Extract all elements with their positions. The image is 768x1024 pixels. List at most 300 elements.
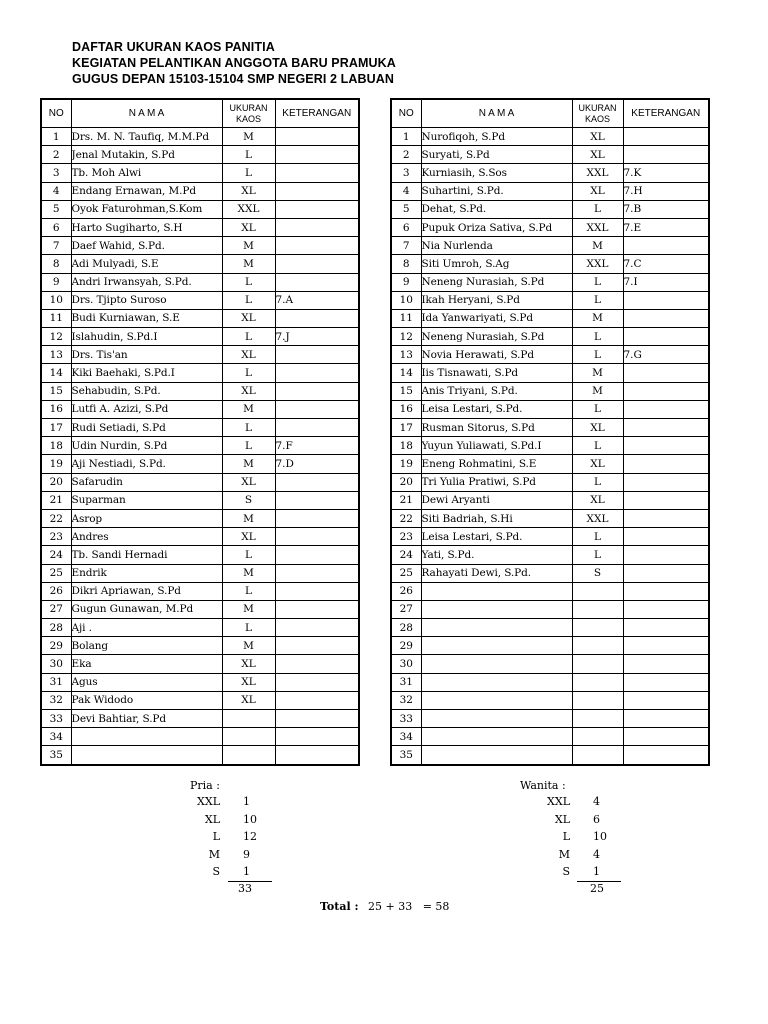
row-name: Safarudin: [71, 473, 222, 491]
table-row: [41, 128, 359, 146]
row-name: Bolang: [71, 637, 222, 655]
row-note: [623, 582, 709, 600]
row-number: 22: [391, 509, 421, 527]
title-line-2: KEGIATAN PELANTIKAN ANGGOTA BARU PRAMUKA: [72, 56, 396, 70]
row-name: Anis Triyani, S.Pd.: [421, 382, 572, 400]
table-row: [391, 491, 709, 509]
row-number: 5: [391, 200, 421, 218]
table-row: [391, 691, 709, 709]
row-size: XXL: [572, 255, 623, 273]
summary-size: XXL: [197, 795, 220, 808]
row-note: [275, 364, 359, 382]
row-size: L: [222, 291, 275, 309]
row-name: Andri Irwansyah, S.Pd.: [71, 273, 222, 291]
row-note: [275, 546, 359, 564]
row-note: [275, 346, 359, 364]
row-name: Pupuk Oriza Sativa, S.Pd: [421, 218, 572, 236]
row-number: 10: [41, 291, 71, 309]
row-size: M: [222, 564, 275, 582]
table-row: [391, 182, 709, 200]
wanita-total: 25: [590, 882, 604, 895]
row-note: [623, 619, 709, 637]
row-note: [275, 728, 359, 746]
row-note: [623, 600, 709, 618]
table-row: [41, 582, 359, 600]
table-row: [41, 146, 359, 164]
row-number: 16: [391, 400, 421, 418]
row-size: [572, 637, 623, 655]
row-name: Suhartini, S.Pd.: [421, 182, 572, 200]
row-name: Neneng Nurasiah, S.Pd: [421, 328, 572, 346]
summary-size: L: [562, 830, 570, 843]
row-number: 3: [391, 164, 421, 182]
table-row: [41, 710, 359, 728]
row-size: [572, 655, 623, 673]
row-name: Neneng Nurasiah, S.Pd: [421, 273, 572, 291]
row-number: 25: [391, 564, 421, 582]
table-row: [391, 273, 709, 291]
row-note: 7.G: [623, 346, 709, 364]
table-row: [391, 328, 709, 346]
row-note: [623, 128, 709, 146]
row-note: [275, 710, 359, 728]
row-number: 20: [391, 473, 421, 491]
row-name: Andres: [71, 528, 222, 546]
row-note: [623, 291, 709, 309]
header-ukuran: UKURAN KAOS: [572, 99, 623, 128]
row-number: 8: [41, 255, 71, 273]
grand-total-value: 25 + 33 = 58: [368, 900, 450, 913]
row-size: XXL: [572, 164, 623, 182]
row-number: 14: [391, 364, 421, 382]
row-number: 24: [391, 546, 421, 564]
row-size: L: [572, 200, 623, 218]
row-note: [623, 455, 709, 473]
row-name: Rahayati Dewi, S.Pd.: [421, 564, 572, 582]
table-row: [391, 346, 709, 364]
table-row: [391, 564, 709, 582]
row-size: XL: [222, 691, 275, 709]
summary-size: L: [212, 830, 220, 843]
row-name: Pak Widodo: [71, 691, 222, 709]
row-size: M: [222, 128, 275, 146]
row-number: 32: [391, 691, 421, 709]
table-row: [391, 309, 709, 327]
row-size: L: [572, 528, 623, 546]
table-row: [41, 291, 359, 309]
row-name: Endang Ernawan, M.Pd: [71, 182, 222, 200]
row-number: 28: [391, 619, 421, 637]
table-row: [41, 309, 359, 327]
table-row: [41, 564, 359, 582]
table-row: [41, 673, 359, 691]
row-size: XL: [572, 182, 623, 200]
row-number: 7: [391, 237, 421, 255]
table-row: [391, 291, 709, 309]
row-number: 18: [391, 437, 421, 455]
row-name: Leisa Lestari, S.Pd.: [421, 400, 572, 418]
row-name: Kurniasih, S.Sos: [421, 164, 572, 182]
row-note: [623, 528, 709, 546]
row-name: Iis Tisnawati, S.Pd: [421, 364, 572, 382]
table-row: [391, 400, 709, 418]
row-number: 9: [41, 273, 71, 291]
row-note: [275, 673, 359, 691]
table-row: [391, 164, 709, 182]
row-note: [623, 691, 709, 709]
row-note: [275, 218, 359, 236]
row-name: [421, 582, 572, 600]
row-number: 2: [391, 146, 421, 164]
row-name: Kiki Baehaki, S.Pd.I: [71, 364, 222, 382]
row-size: XL: [222, 528, 275, 546]
row-size: L: [222, 273, 275, 291]
row-note: [275, 600, 359, 618]
row-name: Nia Nurlenda: [421, 237, 572, 255]
row-size: M: [572, 237, 623, 255]
row-note: [275, 146, 359, 164]
row-size: XL: [222, 309, 275, 327]
row-name: Drs. M. N. Taufiq, M.M.Pd: [71, 128, 222, 146]
row-size: L: [572, 346, 623, 364]
row-note: [275, 255, 359, 273]
row-name: Yati, S.Pd.: [421, 546, 572, 564]
row-name: [421, 691, 572, 709]
row-number: 3: [41, 164, 71, 182]
row-note: [275, 164, 359, 182]
row-note: [623, 673, 709, 691]
summary-count: 12: [243, 830, 257, 843]
row-size: XL: [222, 473, 275, 491]
header-nama: N A M A: [71, 99, 222, 128]
row-note: 7.A: [275, 291, 359, 309]
table-row: [41, 473, 359, 491]
header-no: NO: [41, 99, 71, 128]
row-number: 29: [391, 637, 421, 655]
row-size: L: [572, 400, 623, 418]
row-note: [275, 564, 359, 582]
row-note: [623, 637, 709, 655]
row-number: 9: [391, 273, 421, 291]
row-number: 15: [41, 382, 71, 400]
row-name: [421, 746, 572, 765]
row-note: [275, 382, 359, 400]
row-note: [623, 473, 709, 491]
row-note: [623, 655, 709, 673]
row-number: 1: [41, 128, 71, 146]
row-number: 19: [391, 455, 421, 473]
row-name: Udin Nurdin, S.Pd: [71, 437, 222, 455]
row-number: 10: [391, 291, 421, 309]
row-name: [71, 728, 222, 746]
row-name: Dikri Apriawan, S.Pd: [71, 582, 222, 600]
row-number: 34: [391, 728, 421, 746]
row-name: Rusman Sitorus, S.Pd: [421, 419, 572, 437]
summary-size: M: [208, 847, 220, 861]
table-row: [391, 200, 709, 218]
row-note: [275, 619, 359, 637]
row-number: 33: [391, 710, 421, 728]
row-number: 1: [391, 128, 421, 146]
row-note: [275, 528, 359, 546]
row-size: L: [222, 146, 275, 164]
table-row: [391, 746, 709, 765]
table-row: [41, 200, 359, 218]
table-row: [391, 364, 709, 382]
row-note: [623, 364, 709, 382]
table-row: [391, 728, 709, 746]
row-note: 7.K: [623, 164, 709, 182]
row-note: [623, 146, 709, 164]
row-size: [222, 746, 275, 765]
row-note: 7.E: [623, 218, 709, 236]
row-name: [421, 655, 572, 673]
row-size: M: [222, 600, 275, 618]
summary-size: XL: [554, 812, 570, 826]
row-name: Adi Mulyadi, S.E: [71, 255, 222, 273]
row-name: Oyok Faturohman,S.Kom: [71, 200, 222, 218]
table-row: [391, 419, 709, 437]
table-row: [391, 619, 709, 637]
row-note: [623, 546, 709, 564]
row-size: XL: [572, 419, 623, 437]
row-note: [623, 382, 709, 400]
summary-count: 9: [243, 847, 250, 861]
row-number: 13: [41, 346, 71, 364]
row-name: [421, 673, 572, 691]
table-row: [41, 182, 359, 200]
row-note: [275, 237, 359, 255]
table-row: [41, 346, 359, 364]
row-note: [275, 691, 359, 709]
row-number: 7: [41, 237, 71, 255]
row-name: Tri Yulia Pratiwi, S.Pd: [421, 473, 572, 491]
row-name: Ikah Heryani, S.Pd: [421, 291, 572, 309]
row-number: 30: [391, 655, 421, 673]
table-row: [41, 237, 359, 255]
row-note: [275, 746, 359, 765]
row-name: Suryati, S.Pd: [421, 146, 572, 164]
row-note: [275, 491, 359, 509]
row-note: 7.J: [275, 328, 359, 346]
row-number: 15: [391, 382, 421, 400]
row-number: 30: [41, 655, 71, 673]
row-number: 18: [41, 437, 71, 455]
summary-size: S: [212, 865, 220, 878]
row-size: L: [572, 328, 623, 346]
table-row: [41, 691, 359, 709]
row-number: 31: [41, 673, 71, 691]
table-row: [391, 437, 709, 455]
row-number: 21: [41, 491, 71, 509]
table-row: [41, 419, 359, 437]
row-name: Tb. Sandi Hernadi: [71, 546, 222, 564]
table-row: [41, 637, 359, 655]
row-name: Leisa Lestari, S.Pd.: [421, 528, 572, 546]
row-size: [572, 619, 623, 637]
row-size: XL: [222, 655, 275, 673]
table-row: [41, 746, 359, 765]
row-name: Tb. Moh Alwi: [71, 164, 222, 182]
row-name: Agus: [71, 673, 222, 691]
table-row: [41, 255, 359, 273]
row-number: 4: [391, 182, 421, 200]
wanita-table: [390, 98, 710, 766]
row-name: Novia Herawati, S.Pd: [421, 346, 572, 364]
row-number: 22: [41, 509, 71, 527]
row-size: [572, 746, 623, 765]
row-number: 25: [41, 564, 71, 582]
row-size: M: [222, 455, 275, 473]
row-number: 34: [41, 728, 71, 746]
row-size: L: [572, 473, 623, 491]
row-size: XXL: [572, 218, 623, 236]
pria-summary-label: Pria :: [190, 779, 220, 792]
row-size: M: [572, 382, 623, 400]
row-number: 13: [391, 346, 421, 364]
row-note: [275, 473, 359, 491]
summary-count: 10: [593, 830, 607, 843]
row-name: Nurofiqoh, S.Pd: [421, 128, 572, 146]
row-size: L: [222, 437, 275, 455]
row-note: [623, 328, 709, 346]
row-size: [572, 673, 623, 691]
row-number: 35: [391, 746, 421, 765]
row-size: XL: [222, 182, 275, 200]
row-note: [275, 655, 359, 673]
row-number: 24: [41, 546, 71, 564]
row-size: M: [222, 400, 275, 418]
table-row: [41, 273, 359, 291]
table-row: [391, 473, 709, 491]
row-name: [421, 728, 572, 746]
table-row: [41, 400, 359, 418]
table-row: [391, 710, 709, 728]
table-row: [41, 455, 359, 473]
row-number: 23: [41, 528, 71, 546]
table-row: [41, 364, 359, 382]
row-size: [572, 710, 623, 728]
table-row: [391, 528, 709, 546]
header-keterangan: KETERANGAN: [275, 99, 359, 128]
header-nama: N A M A: [421, 99, 572, 128]
row-name: [421, 637, 572, 655]
row-number: 27: [391, 600, 421, 618]
row-name: Dehat, S.Pd.: [421, 200, 572, 218]
table-row: [41, 619, 359, 637]
row-size: M: [222, 637, 275, 655]
row-size: XXL: [572, 509, 623, 527]
row-number: 27: [41, 600, 71, 618]
row-number: 14: [41, 364, 71, 382]
row-note: 7.C: [623, 255, 709, 273]
row-number: 17: [41, 419, 71, 437]
table-row: [41, 655, 359, 673]
row-name: Rudi Setiadi, S.Pd: [71, 419, 222, 437]
row-number: 21: [391, 491, 421, 509]
table-row: [391, 582, 709, 600]
header-ukuran: UKURAN KAOS: [222, 99, 275, 128]
table-row: [391, 218, 709, 236]
header-no: NO: [391, 99, 421, 128]
summary-count: 4: [593, 847, 600, 861]
row-size: L: [222, 419, 275, 437]
row-size: L: [222, 582, 275, 600]
table-row: [41, 164, 359, 182]
table-row: [41, 328, 359, 346]
row-note: [623, 564, 709, 582]
row-note: [623, 509, 709, 527]
row-number: 17: [391, 419, 421, 437]
row-size: XL: [222, 382, 275, 400]
row-size: M: [572, 309, 623, 327]
row-name: Dewi Aryanti: [421, 491, 572, 509]
row-name: Suparman: [71, 491, 222, 509]
row-number: 11: [41, 309, 71, 327]
row-size: XL: [222, 673, 275, 691]
row-size: XL: [572, 455, 623, 473]
row-number: 12: [391, 328, 421, 346]
row-name: [421, 600, 572, 618]
row-size: L: [222, 328, 275, 346]
summary-size: XL: [204, 812, 220, 826]
row-note: 7.B: [623, 200, 709, 218]
row-note: [623, 728, 709, 746]
row-number: 5: [41, 200, 71, 218]
row-number: 35: [41, 746, 71, 765]
row-name: [421, 619, 572, 637]
row-note: [275, 200, 359, 218]
row-number: 2: [41, 146, 71, 164]
row-note: 7.I: [623, 273, 709, 291]
row-size: XL: [222, 218, 275, 236]
row-name: Devi Bahtiar, S.Pd: [71, 710, 222, 728]
wanita-summary-label: Wanita :: [520, 779, 566, 792]
row-size: L: [572, 546, 623, 564]
row-note: [275, 419, 359, 437]
table-row: [391, 655, 709, 673]
row-number: 33: [41, 710, 71, 728]
row-name: Islahudin, S.Pd.I: [71, 328, 222, 346]
row-number: 4: [41, 182, 71, 200]
row-number: 11: [391, 309, 421, 327]
row-name: Eka: [71, 655, 222, 673]
row-size: S: [572, 564, 623, 582]
row-name: Drs. Tis'an: [71, 346, 222, 364]
row-size: [572, 600, 623, 618]
row-note: [623, 309, 709, 327]
row-number: 26: [41, 582, 71, 600]
table-row: [41, 382, 359, 400]
row-size: XL: [572, 146, 623, 164]
table-row: [391, 382, 709, 400]
row-name: Aji Nestiadi, S.Pd.: [71, 455, 222, 473]
table-row: [41, 491, 359, 509]
table-row: [41, 528, 359, 546]
row-size: L: [222, 546, 275, 564]
row-size: L: [572, 291, 623, 309]
table-row: [41, 600, 359, 618]
table-row: [41, 218, 359, 236]
row-size: L: [572, 273, 623, 291]
row-number: 19: [41, 455, 71, 473]
row-name: Asrop: [71, 509, 222, 527]
row-number: 28: [41, 619, 71, 637]
table-row: [391, 546, 709, 564]
row-number: 16: [41, 400, 71, 418]
row-size: M: [222, 237, 275, 255]
row-size: [572, 728, 623, 746]
